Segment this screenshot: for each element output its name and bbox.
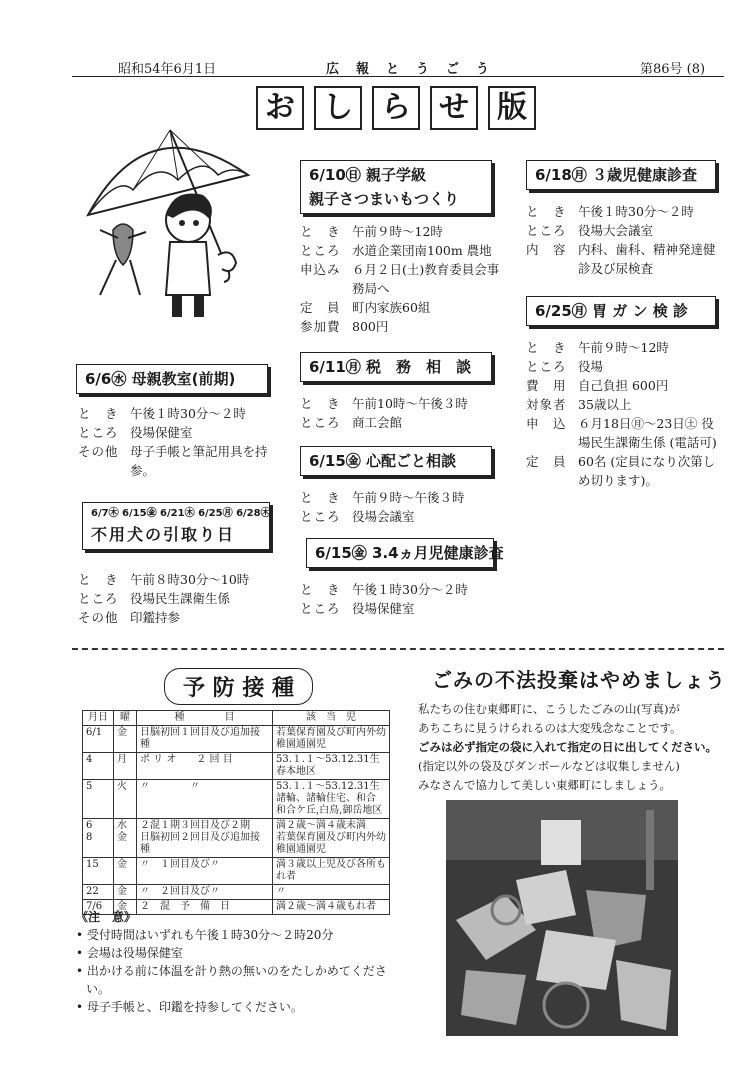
detail-key: と き <box>526 340 567 355</box>
girl-umbrella-illustration <box>78 120 288 335</box>
table-header: 曜 <box>114 711 137 726</box>
note-item: • 会場は役場保健室 <box>76 946 183 960</box>
detail-key: その他 <box>78 444 119 459</box>
stomach-screening-box <box>526 296 716 326</box>
mother-class-details <box>78 404 278 480</box>
detail-value: 60名 (定員になり次第しめ切ります)。 <box>578 454 716 488</box>
table-cell: 金 <box>114 858 137 885</box>
vaccination-table-wrap <box>82 710 392 915</box>
event-date: 6/25㊊ <box>535 302 587 320</box>
tax-consult-box <box>300 352 492 382</box>
event-title: ３歳児健康診査 <box>592 166 698 184</box>
detail-value: 町内家族60組 <box>352 300 431 315</box>
worry-consult-box <box>300 446 492 476</box>
table-row <box>83 885 390 900</box>
infant-checkup-details <box>300 580 505 618</box>
note-text: 出かける前に体温を計り熱の無いのをたしかめてください。 <box>86 964 387 996</box>
note-item: • 母子手帳と、印鑑を持参してください。 <box>76 1000 303 1014</box>
table-cell: ポ リ オ ２ 回 目 <box>137 753 273 780</box>
detail-value: 800円 <box>352 319 389 334</box>
detail-key: ところ <box>526 223 567 238</box>
table-cell: ２混１期３回目及び２期 日脳初回２回目及び追加接種 <box>137 819 273 858</box>
issue-date: 昭和54年6月1日 <box>118 62 217 77</box>
page-title <box>256 86 536 130</box>
event-subtitle: 親子さつまいもつくり <box>309 190 460 208</box>
detail-value: 35歳以上 <box>578 397 632 412</box>
detail-key: と き <box>526 204 567 219</box>
garbage-pile-photo <box>446 800 678 1036</box>
event-date: 6/10㊐ <box>309 166 361 184</box>
detail-key: と き <box>300 582 341 597</box>
table-cell: 53.１.１～53.12.31生 諸輪、諸輪住宅、和合 和合ケ丘,白鳥,御岳地区 <box>273 780 390 819</box>
table-cell: 〃 １回目及び〃 <box>137 858 273 885</box>
garbage-line: ごみは必ず指定の袋に入れて指定の日に出してください。 <box>418 740 717 754</box>
mother-class-box <box>76 364 268 394</box>
table-cell: 金 <box>114 885 137 900</box>
issue-number: 第86号 (8) <box>640 62 706 77</box>
detail-key: 申込み <box>300 262 341 277</box>
table-cell: 満２歳～満４歳未満 若葉保育園及び町内外幼稚園通園児 <box>273 819 390 858</box>
table-cell: ２ 混 予 備 日 <box>137 900 273 915</box>
vaccination-table <box>82 710 390 915</box>
detail-value: 内科、歯科、精神発達健診及び尿検査 <box>578 242 716 276</box>
detail-value: 午前10時～午後３時 <box>352 396 468 411</box>
detail-value: 自己負担 600円 <box>578 378 669 393</box>
table-cell: 6/1 <box>83 726 114 753</box>
table-header: 種 目 <box>137 711 273 726</box>
note-text: 会場は役場保健室 <box>86 946 183 960</box>
age3-checkup-details <box>526 202 722 278</box>
detail-value: 役場大会議室 <box>578 223 654 238</box>
detail-value: 午後１時30分～２時 <box>130 406 246 421</box>
tax-consult-details <box>300 394 505 432</box>
detail-value: 役場民生課衛生係 <box>130 591 231 606</box>
stomach-screening-details <box>526 338 722 490</box>
detail-key: ところ <box>300 509 341 524</box>
event-date: 6/15㊎ <box>309 452 361 470</box>
table-header: 該 当 児 <box>273 711 390 726</box>
table-cell: 5 <box>83 780 114 819</box>
table-cell: 〃 <box>273 885 390 900</box>
detail-key: と き <box>300 396 341 411</box>
detail-value: 水道企業団南100m 農地 <box>352 243 492 258</box>
detail-value: 母子手帳と筆記用具を持参。 <box>130 444 268 478</box>
detail-key: と き <box>300 224 341 239</box>
garbage-line: みなさんで協力して美しい東郷町にしましょう。 <box>418 778 671 792</box>
table-cell: 4 <box>83 753 114 780</box>
note-item: • 出かける前に体温を計り熱の無いのをたしかめてください。 <box>76 964 387 996</box>
title-char: し <box>314 86 362 130</box>
detail-value: 役場 <box>578 359 604 374</box>
event-title: 母親教室(前期) <box>131 370 236 388</box>
detail-key: ところ <box>78 591 119 606</box>
event-date: 6/11㊊ <box>309 358 361 376</box>
detail-value: 役場保健室 <box>352 601 415 616</box>
detail-value: 役場保健室 <box>130 425 193 440</box>
detail-value: ６月18日㊊～23日㊏ 役場民生課衛生係 (電話可) <box>578 416 717 450</box>
vaccination-notes <box>76 908 396 1016</box>
table-cell: 金 <box>114 900 137 915</box>
title-char: お <box>256 86 304 130</box>
table-cell: 7/6 <box>83 900 114 915</box>
detail-value: 午後１時30分～２時 <box>578 204 694 219</box>
table-header: 月日 <box>83 711 114 726</box>
table-row <box>83 780 390 819</box>
detail-key: と き <box>78 572 119 587</box>
detail-key: と き <box>300 490 341 505</box>
note-text: 受付時間はいずれも午後１時30分～２時20分 <box>86 928 334 942</box>
table-row <box>83 753 390 780</box>
detail-value: 印鑑持参 <box>130 610 181 625</box>
detail-key: 定 員 <box>526 454 567 469</box>
table-cell: 〃 〃 <box>137 780 273 819</box>
table-row <box>83 726 390 753</box>
table-cell: 水 金 <box>114 819 137 858</box>
event-date: 6/15㊎ <box>315 544 367 562</box>
detail-key: ところ <box>300 243 341 258</box>
table-row <box>83 819 390 858</box>
detail-value: 午前８時30分～10時 <box>130 572 250 587</box>
table-cell: 日脳初回１回目及び追加接種 <box>137 726 273 753</box>
detail-key: ところ <box>300 601 341 616</box>
detail-key: ところ <box>78 425 119 440</box>
detail-value: 午前９時～午後３時 <box>352 490 465 505</box>
title-char: 版 <box>488 86 536 130</box>
detail-value: ６月２日(土)教育委員会事務局へ <box>352 262 500 296</box>
event-date: 6/18㊊ <box>535 166 587 184</box>
event-title: 親子学級 <box>366 166 427 184</box>
detail-key: ところ <box>526 359 567 374</box>
garbage-line: あちこちに見うけられるのは大変残念なことです。 <box>418 721 682 735</box>
event-title: 不用犬の引取り日 <box>91 525 236 544</box>
detail-value: 午前９時～12時 <box>578 340 669 355</box>
event-title: 胃 ガ ン 検 診 <box>592 302 688 320</box>
detail-key: 対象者 <box>526 397 567 412</box>
notes-title: 《注 意》 <box>76 910 137 924</box>
event-date: 6/6㊌ <box>85 370 127 388</box>
parent-class-details <box>300 222 505 336</box>
note-text: 母子手帳と、印鑑を持参してください。 <box>86 1000 303 1014</box>
vaccination-title: 予 防 接 種 <box>164 668 313 705</box>
detail-value: 午後１時30分～２時 <box>352 582 468 597</box>
note-item: • 受付時間はいずれも午後１時30分～２時20分 <box>76 928 334 942</box>
detail-key: 参加費 <box>300 319 341 334</box>
table-cell: 15 <box>83 858 114 885</box>
newsletter-name: 広 報 と う ご う <box>326 62 492 77</box>
detail-value: 午前９時～12時 <box>352 224 443 239</box>
worry-consult-details <box>300 488 505 526</box>
event-title: 心配ごと相談 <box>366 452 457 470</box>
table-cell: 22 <box>83 885 114 900</box>
garbage-line: 私たちの住む東郷町に、こうしたごみの山(写真)が <box>418 702 680 716</box>
detail-key: その他 <box>78 610 119 625</box>
age3-checkup-box <box>526 160 716 190</box>
infant-checkup-box <box>306 538 504 568</box>
garbage-body <box>418 700 728 795</box>
detail-key: と き <box>78 406 119 421</box>
detail-key: 費 用 <box>526 378 567 393</box>
title-char: せ <box>430 86 478 130</box>
detail-value: 役場会議室 <box>352 509 415 524</box>
table-cell: 月 <box>114 753 137 780</box>
title-char: ら <box>372 86 420 130</box>
event-title: 税 務 相 談 <box>366 358 472 376</box>
event-title: 3.4ヵ月児健康診査 <box>372 544 504 562</box>
header-rule <box>72 76 724 77</box>
table-cell: 満３歳以上児及び各所もれ者 <box>273 858 390 885</box>
table-cell: 〃 ２回目及び〃 <box>137 885 273 900</box>
table-cell: 満２歳～満４歳もれ者 <box>273 900 390 915</box>
dog-collection-box <box>82 502 270 550</box>
table-cell: 金 <box>114 726 137 753</box>
dog-collection-details <box>78 570 278 627</box>
detail-key: 内 容 <box>526 242 567 257</box>
table-cell: 若葉保育園及び町内外幼稚園通園児 <box>273 726 390 753</box>
garbage-title: ごみの不法投棄はやめましょう <box>432 668 726 692</box>
table-cell: 火 <box>114 780 137 819</box>
parent-class-box <box>300 160 492 214</box>
garbage-line: (指定以外の袋及びダンボールなどは収集しません) <box>418 759 680 773</box>
detail-value: 商工会館 <box>352 415 403 430</box>
section-divider <box>72 648 724 650</box>
table-cell: 53.１.１～53.12.31生 春本地区 <box>273 753 390 780</box>
table-row <box>83 858 390 885</box>
detail-key: ところ <box>300 415 341 430</box>
table-cell: 6 8 <box>83 819 114 858</box>
detail-key: 申 込 <box>526 416 567 431</box>
event-date: 6/7㊍ 6/15㊎ 6/21㊍ 6/25㊊ 6/28㊍ <box>91 508 271 519</box>
detail-key: 定 員 <box>300 300 341 315</box>
